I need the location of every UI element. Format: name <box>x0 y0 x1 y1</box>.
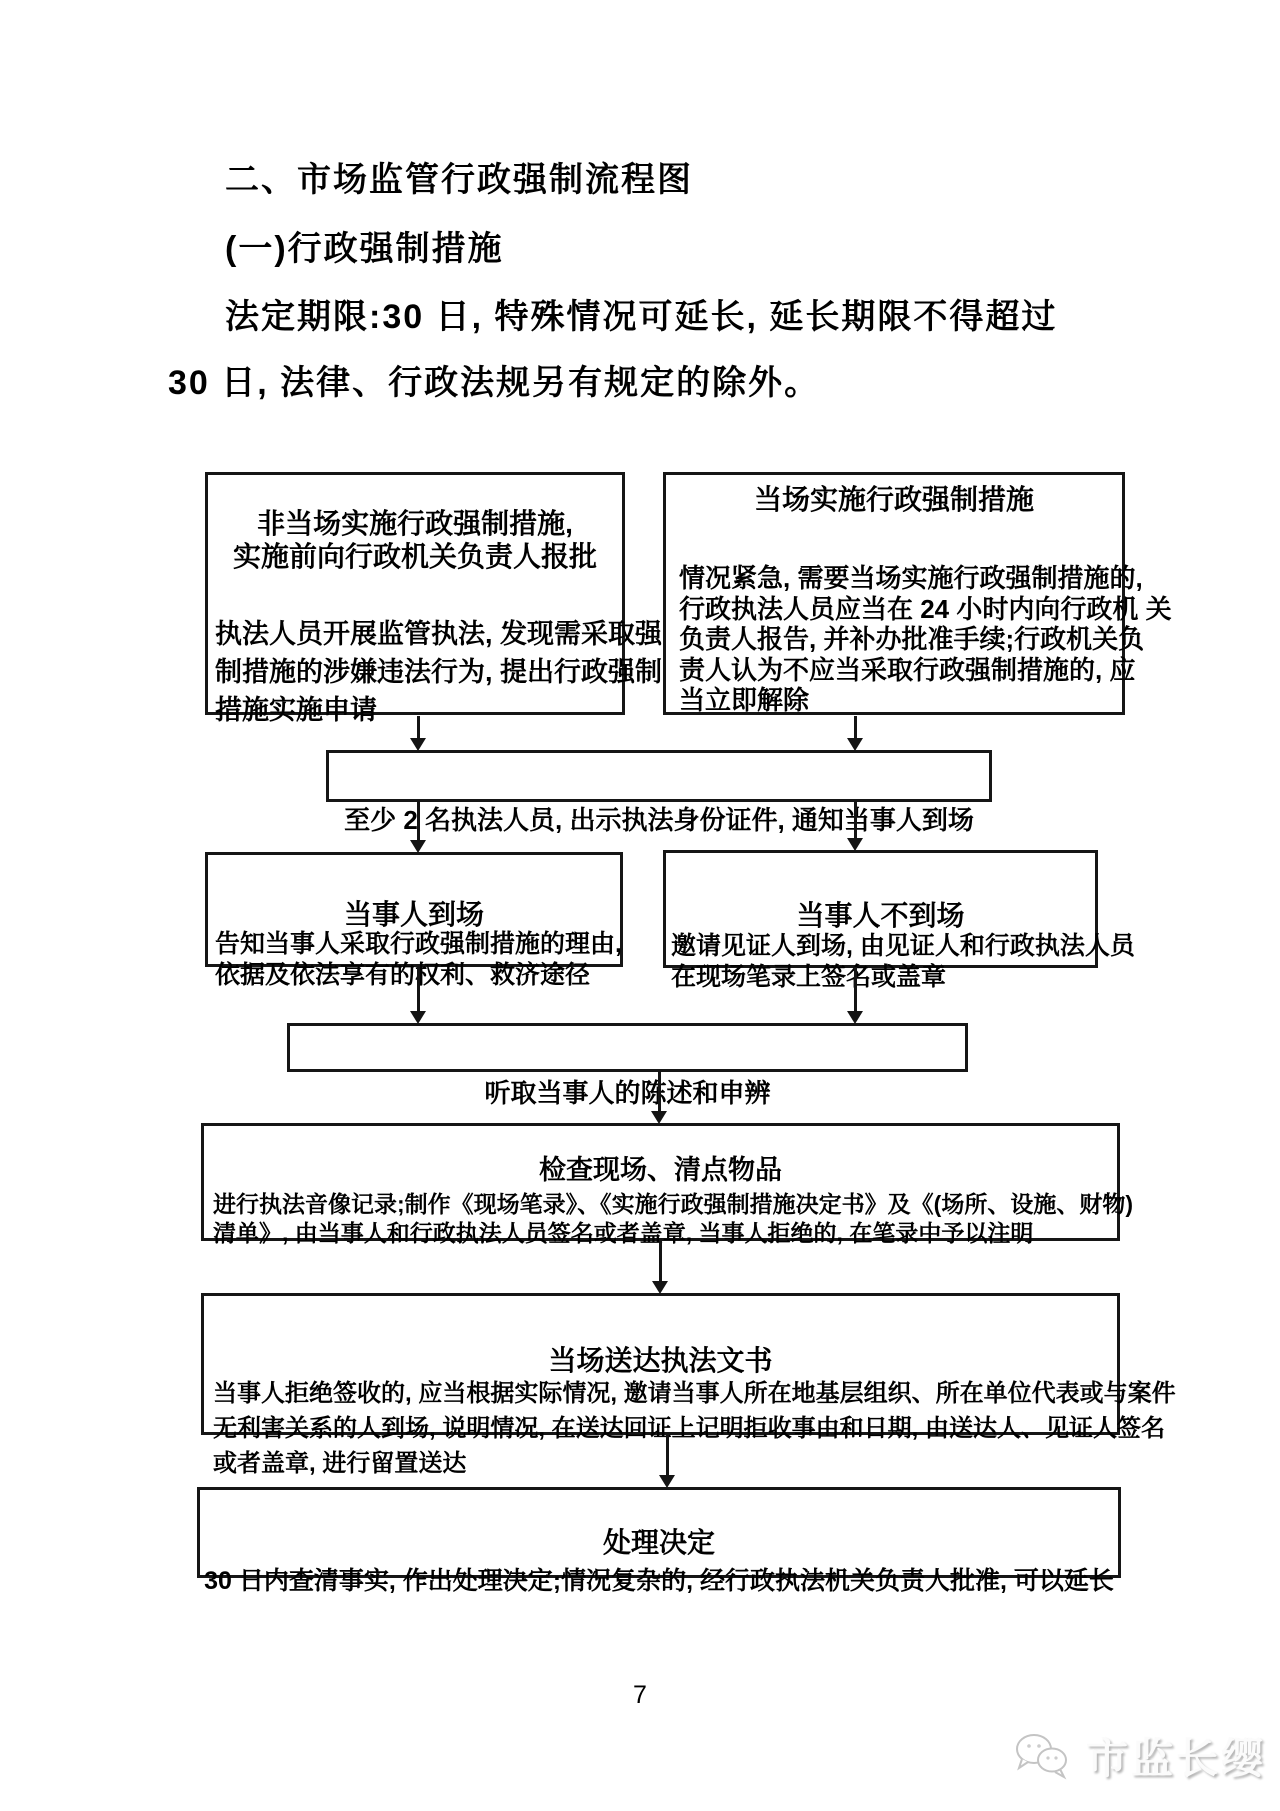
flow-box-offsite-measures <box>205 472 663 725</box>
watermark-text: 市监长缨 <box>1085 1735 1266 1782</box>
flow-box-title: 检查现场、清点物品 <box>539 1155 782 1185</box>
flow-box-body <box>213 1376 1176 1481</box>
flow-caption-notify: 至少 2 名执法人员, 出示执法身份证件, 通知当事人到场 <box>344 805 974 835</box>
flow-box-inspect-scene <box>201 1123 1133 1246</box>
flow-box-body <box>215 615 662 729</box>
flow-box-body-line: 清单》, 由当事人和行政执法人员签名或者盖章, 当事人拒绝的, 在笔录中予以注明 <box>213 1220 1034 1246</box>
flow-box-title: 当场实施行政强制措施 <box>753 484 1034 515</box>
flow-box-body-line: 依据及依法享有的权利、救济途径 <box>215 961 591 989</box>
flow-box-title: 当事人不到场 <box>796 900 965 931</box>
flow-connector-box-notify <box>326 750 992 802</box>
subsection-heading: (一)行政强制措施 <box>225 230 504 268</box>
flow-box-title: 当场送达执法文书 <box>548 1345 773 1376</box>
flow-box-title <box>208 507 622 573</box>
intro-text-line-2: 30 日, 法律、行政法规另有规定的除外。 <box>168 364 821 402</box>
flow-box-body-line: 或者盖章, 进行留置送达 <box>213 1450 467 1477</box>
flow-box-body <box>671 931 1135 993</box>
flow-box-body <box>679 563 1172 716</box>
flow-box-body-line: 当事人拒绝签收的, 应当根据实际情况, 邀请当事人所在地基层组织、所在单位代表或与案件 <box>213 1380 1176 1407</box>
flow-box-body-line: 告知当事人采取行政强制措施的理由, <box>215 930 622 958</box>
flow-box-party-absent <box>663 850 1135 991</box>
flow-box-body-line: 执法人员开展监管执法, 发现需采取强 <box>215 619 663 649</box>
flow-box-title: 当事人到场 <box>343 899 484 930</box>
flow-box-decision <box>197 1487 1121 1595</box>
page-number: 7 <box>633 1681 647 1709</box>
flow-box-body-line: 无利害关系的人到场, 说明情况, 在送达回证上记明拒收事由和日期, 由送达人、见证人签名 <box>213 1415 1166 1442</box>
flow-connector-box-listen <box>287 1023 968 1072</box>
watermark <box>1012 1726 1266 1786</box>
flow-box-body-line: 行政执法人员应当在 24 小时内向行政机 关 <box>679 593 1172 624</box>
flow-caption-listen: 听取当事人的陈述和申辨 <box>484 1078 771 1108</box>
intro-text-line-1: 法定期限:30 日, 特殊情况可延长, 延长期限不得超过 <box>225 298 1058 336</box>
flow-box-body-line: 进行执法音像记录;制作《现场笔录》、《实施行政强制措施决定书》及《(场所、设施、财物) <box>213 1191 1133 1217</box>
flow-box-body <box>213 1190 1133 1248</box>
section-heading: 二、市场监管行政强制流程图 <box>225 161 693 199</box>
flow-box-body-line: 在现场笔录上签名或盖章 <box>671 963 947 991</box>
flow-box-title-line: 非当场实施行政强制措施, <box>257 508 573 539</box>
flow-box-body-line: 情况紧急, 需要当场实施行政强制措施的, <box>679 563 1143 593</box>
flow-box-party-present <box>205 852 623 989</box>
flow-box-onsite-measures <box>663 472 1172 715</box>
flow-box-body-line: 措施实施申请 <box>215 695 377 725</box>
flow-box-body: 30 日内查清事实, 作出处理决定;情况复杂的, 经行政执法机关负责人批准, 可以延长 <box>204 1567 1114 1595</box>
flow-box-body-line: 当立即解除 <box>679 685 810 715</box>
flow-box-body-line: 责人认为不应当采取行政强制措施的, 应 <box>679 654 1136 685</box>
flow-box-deliver-documents <box>201 1293 1176 1477</box>
flow-box-title-line: 实施前向行政机关负责人报批 <box>232 541 597 572</box>
flow-box-body-line: 制措施的涉嫌违法行为, 提出行政强制 <box>215 657 663 687</box>
flow-box-body-line: 邀请见证人到场, 由见证人和行政执法人员 <box>671 932 1135 960</box>
flow-box-body-line: 负责人报告, 并补办批准手续;行政机关负 <box>679 624 1145 654</box>
flow-box-title: 处理决定 <box>602 1527 715 1558</box>
wechat-icon <box>1012 1730 1076 1782</box>
